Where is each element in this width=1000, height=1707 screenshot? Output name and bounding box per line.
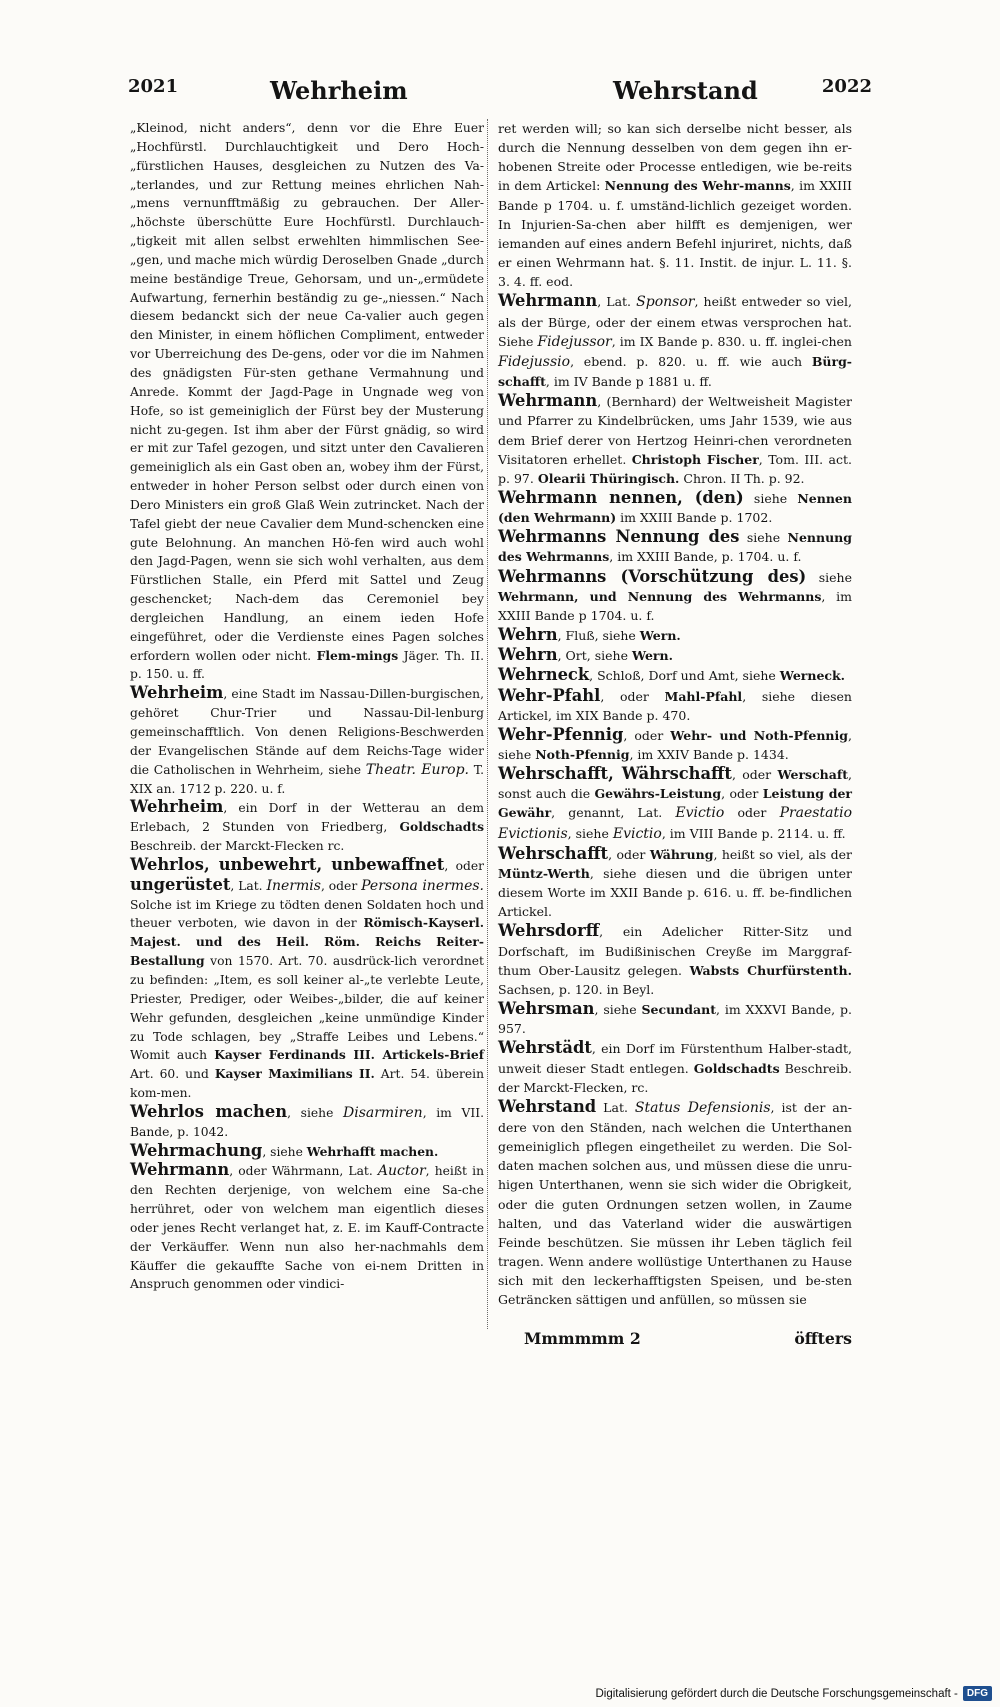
entry-headword: Wehrheim xyxy=(130,683,224,703)
cross-reference: Wehrmann, und Nennung des Wehrmanns xyxy=(498,588,822,604)
entry-text: Jäger. Th. II. p. 150. u. ff. xyxy=(130,648,484,682)
dictionary-entry xyxy=(498,999,852,1038)
latin-term: Auctor xyxy=(377,1163,426,1180)
entry-headword: Wehrlos machen xyxy=(130,1101,288,1121)
cross-reference: Währung xyxy=(649,846,714,862)
entry-text: , siehe xyxy=(594,1002,642,1018)
cross-reference: Goldschadts xyxy=(693,1060,780,1076)
entry-headword: Wehrmann xyxy=(130,1160,230,1180)
entry-text: Art. 60. und xyxy=(130,1067,215,1082)
entry-text: , im XXIII Bande, p. 1704. u. f. xyxy=(609,549,802,565)
latin-term: Sponsor xyxy=(636,294,695,311)
headword-right: Wehrstand xyxy=(613,76,758,105)
latin-term: Status Defensionis xyxy=(634,1099,771,1116)
dictionary-entry xyxy=(498,725,852,764)
entry-text: , oder xyxy=(731,767,778,783)
page-number-right: 2022 xyxy=(821,76,872,97)
cross-reference: Bürg-schafft xyxy=(498,353,852,390)
entry-text: , Fluß, siehe xyxy=(557,628,640,644)
entry-text: , oder Währmann, Lat. xyxy=(229,1164,378,1179)
running-header xyxy=(128,76,872,106)
entry-text: , ein Dorf in der Wetterau an dem Erlebach, 2 Stunden von Friedberg, xyxy=(130,801,484,835)
entry-headword: Wehrsdorff xyxy=(498,921,600,941)
cross-reference: Noth-Pfennig xyxy=(535,747,630,762)
cross-reference: Gewährs-Leistung xyxy=(594,786,722,802)
entry-text: Solche ist im Kriege zu tödten denen Soldaten hoch und theuer verboten, wie davon in der xyxy=(130,897,484,931)
cross-reference: Müntz-Werth xyxy=(498,865,590,881)
catchword: öffters xyxy=(794,1329,852,1348)
entry-text: , Tom. III. act. p. 97. xyxy=(498,451,852,486)
column-divider xyxy=(487,119,488,1329)
entry-headword: Wehrmachung xyxy=(130,1140,263,1160)
entry-text: , siehe xyxy=(262,1144,307,1159)
cross-reference: Werneck. xyxy=(779,668,846,684)
entry-headword: Wehrschafft, Währschafft xyxy=(498,764,732,784)
entry-text: , siehe xyxy=(498,727,852,762)
entry-headword: Wehrn xyxy=(498,645,558,665)
dictionary-entry xyxy=(498,686,852,725)
dictionary-entry xyxy=(498,1038,852,1096)
entry-text: Chron. II Th. p. 92. xyxy=(679,470,805,486)
entry-text: , im VIII Bande p. 2114. u. ff. xyxy=(661,825,846,841)
cross-reference: Nennung des Wehr-manns xyxy=(604,178,791,194)
entry-headword: Wehrneck xyxy=(498,665,590,685)
entry-text: , Lat. xyxy=(230,878,267,893)
entry-headword: Wehrmann xyxy=(498,391,598,411)
latin-term: Persona inermes. xyxy=(361,877,484,894)
dictionary-entry xyxy=(130,119,484,684)
digitization-credit xyxy=(595,1686,992,1701)
entry-text: , heißt entweder so viel, als der Bürge, oder der einem etwas versprochen hat. Siehe xyxy=(498,294,853,349)
cross-reference: Wabsts Churfürstenth. xyxy=(689,962,852,978)
cross-reference: Goldschadts xyxy=(399,819,484,835)
entry-text: , Ort, siehe xyxy=(557,648,632,664)
cross-reference: Wehr- und Noth-Pfennig xyxy=(670,727,848,743)
dictionary-entry xyxy=(498,625,852,645)
cross-reference: Wern. xyxy=(631,648,673,664)
cross-reference: Secundant xyxy=(641,1002,716,1018)
entry-text: , oder xyxy=(721,786,763,802)
entry-text: Beschreib. der Marckt-Flecken rc. xyxy=(130,839,345,854)
dictionary-entry xyxy=(498,567,852,625)
dictionary-entry xyxy=(130,856,484,1103)
left-column xyxy=(130,119,484,1294)
signature-mark: Mmmmmm 2 xyxy=(524,1329,641,1348)
latin-term: Fidejussor xyxy=(537,333,612,350)
cross-reference: Flem-mings xyxy=(316,647,399,663)
entry-headword: Wehrschafft xyxy=(498,843,609,863)
entry-text: , eine Stadt im Nassau-Dillen-burgischen, gehöret Chur-Trier und Nassau-Dil-lenburg gemeinschafftlich. Von denen Religions-Beschwerden der Evangelischen Stände auf dem Reichs-Tage wider die Catholischen in Wehrheim, siehe xyxy=(130,687,484,777)
entry-text: oder xyxy=(724,805,780,821)
entry-text: , im IV Bande p 1881 u. ff. xyxy=(545,374,712,390)
entry-text: T. XIX an. 1712 p. 220. u. f. xyxy=(130,762,485,796)
latin-term: Evictio xyxy=(612,825,662,842)
entry-text: , oder xyxy=(444,858,485,873)
credit-text: Digitalisierung gefördert durch die Deutsche Forschungsgemeinschaft - xyxy=(595,1687,958,1700)
dictionary-entry xyxy=(130,684,484,798)
entry-headword: Wehrsman xyxy=(498,999,595,1019)
entry-text: „Kleinod, nicht anders“, denn vor die Ehre Euer „Hochfürstl. Durchlauchtigkeit und Dero Hoch-„fürstlichen Hauses, desgleichen zu Nutzen des Va-„terlandes, und zur Rettung meines ehrlichen Nah-„mens vernunfftmäßig zu gebrauchen. Der Aller-„höchste überschütte Eure Hochfürstl. Durchlauch-„tigkeit mit allen selbst erwehlten himmlischen See-„gen, und mache mich würdig Deroselben Gnade „durch meine beständige Treue, Gehorsam, und un-„ermüdete Aufwartung, fernerhin beständig zu ge-„niessen.“ Nach diesem bedanckt sich der neue Ca-valier auch gegen den Minister, in einem höflichen Compliment, entweder vor Uberreichung des De-gens, oder vor die im Nahmen des gnädigsten Für-sten gethane Vermahnung und Anrede. Kommt der Jagd-Page in Ungnade weg von Hofe, so ist gemeiniglich der Fürst bey der Musterung nicht zu-gegen. Ist ihm aber der Fürst gnädig, so wird er mit zur Tafel gezogen, und sitzt unter den Cavalieren gemeiniglich als ein Gast oben an, wobey ihm der Fürst, entweder in hoher Person selbst oder durch einen von Dero Ministers ein groß Glaß Wein zutrincket. Nach der Tafel giebt der neue Cavalier dem Mund-schencken eine gute Belohnung. An manchen Hö-fen wird auch wohl den Jagd-Pagen, wenn sie sich wohl verhalten, aus dem Fürstlichen Stalle, ein Pferd mit Sattel und Zeug geschencket; Nach-dem das Ceremoniel bey dergleichen Handlung, an einem ieden Hofe eingeführet, oder die Verdienste eines Pagen solches erfordern wollen oder nicht. xyxy=(130,121,484,663)
entry-text: , sonst auch die xyxy=(498,767,852,802)
entry-text: , siehe xyxy=(567,825,613,841)
entry-text: , ein Adelicher Ritter-Sitz und Dorfschaft, im Budißinischen Creyße im Marggraf-thum Ober-Lausitz gelegen. xyxy=(498,924,852,978)
entry-headword: ungerüstet xyxy=(130,874,231,894)
entry-text: , Schloß, Dorf und Amt, siehe xyxy=(589,668,780,684)
entry-text: , (Bernhard) der Weltweisheit Magister und Pfarrer zu Kindelbrücken, ums Jahr 1539, wie aus dem Brief derer von Hertzog Heinri-chen verordneten Visitatoren erhellet. xyxy=(498,394,852,467)
latin-term: Praestatio Evictionis xyxy=(498,805,852,842)
latin-term: Fidejussio xyxy=(498,353,571,370)
entry-headword: Wehrn xyxy=(498,625,558,645)
entry-text: Lat. xyxy=(596,1099,635,1115)
entry-headword: Wehr-Pfennig xyxy=(498,724,624,744)
entry-text: , ein Dorf im Fürstenthum Halber-stadt, unweit dieser Stadt entlegen. xyxy=(498,1041,852,1076)
dictionary-entry xyxy=(498,764,852,844)
entry-headword: Wehr-Pfahl xyxy=(498,685,601,705)
cross-reference: Römisch-Kayserl. Majest. und des Heil. Röm. Reichs Reiter-Bestallung xyxy=(130,915,484,969)
entry-headword: Wehrmann xyxy=(498,291,598,311)
dictionary-entry xyxy=(498,645,852,665)
entry-text: , im VII. Bande, p. 1042. xyxy=(130,1105,484,1139)
page-number-left: 2021 xyxy=(128,76,179,97)
entry-headword: Wehrstand xyxy=(498,1096,597,1116)
entry-text: , im XXIII Bande p 1704. u. f. xyxy=(498,588,852,623)
dictionary-entry xyxy=(498,119,852,291)
cross-reference: Nennen (den Wehrmann) xyxy=(498,490,852,526)
entry-text: Sachsen, p. 120. in Beyl. xyxy=(498,981,655,997)
entry-text: siehe xyxy=(739,530,788,546)
entry-text: siehe xyxy=(743,490,798,506)
entry-text: , siehe xyxy=(287,1105,343,1120)
cross-reference: Wehrhafft machen. xyxy=(306,1143,439,1159)
latin-term: Disarmiren xyxy=(343,1104,423,1121)
entry-text: von 1570. Art. 70. ausdrück-lich verordnet zu befinden: „Item, es soll keiner al-„te verlebte Leute, Priester, Prediger, oder Weibes-„bilder, die auf keiner Wehr gefunden, desgleichen „keine unmündige Kinder zu Tode schlagen, bey „Straffe Leibes und Lebens.“ Womit auch xyxy=(130,954,484,1063)
dictionary-entry xyxy=(498,921,852,999)
dictionary-entry xyxy=(498,391,852,488)
cross-reference: Nennung des Wehrmanns xyxy=(498,530,852,565)
headword-left: Wehrheim xyxy=(270,76,408,105)
right-column xyxy=(498,119,852,1310)
entry-text: , ist der an-dere von den Ständen, nach welchen die Unterthanen gemeiniglich pflegen eingetheilet zu werden. Die Sol-daten machen solchen aus, und müssen diese die unru-higen Unterthanen, wenn sie sich wider die Obrigkeit, oder die guten Ordnungen setzen wollen, in Zaume halten, und das Vaterland wider die auswärtigen Feinde beschützen. Sie müssen ihr Leben täglich feil tragen. Wenn andere wollüstige Unterthanen zu Hause sich mit den leckerhafftigsten Speisen, und be-sten Geträncken sättigen und anfüllen, so müssen sie xyxy=(498,1099,853,1308)
cross-reference: Mahl-Pfahl xyxy=(664,688,743,704)
dictionary-entry xyxy=(498,527,852,566)
entry-headword: Wehrheim xyxy=(130,797,224,817)
entry-text: , oder xyxy=(623,727,671,743)
cross-reference: Kayser Maximilians II. xyxy=(214,1066,375,1082)
dictionary-entry xyxy=(498,665,852,685)
latin-term: Evictio xyxy=(675,805,725,822)
entry-headword: Wehrmann nennen, (den) xyxy=(498,487,744,507)
entry-text: Beschreib. der Marckt-Flecken, rc. xyxy=(498,1060,852,1095)
dictionary-entry xyxy=(498,291,852,391)
cross-reference: Werschaft xyxy=(777,767,849,783)
dictionary-entry xyxy=(130,798,484,856)
entry-text: , siehe diesen Artickel, im XIX Bande p. 470. xyxy=(498,688,852,723)
cross-reference: Olearii Thüringisch. xyxy=(537,470,680,486)
entry-text: , ebend. p. 820. u. ff. wie auch xyxy=(570,353,812,369)
entry-text: , siehe diesen und die übrigen unter diesem Worte im XXII Bande p. 616. u. ff. be-findlichen Artickel. xyxy=(498,865,852,920)
entry-text: , heißt so viel, als der xyxy=(713,846,852,862)
dictionary-entry xyxy=(498,1097,852,1310)
cross-reference: Christoph Fischer xyxy=(631,451,759,467)
entry-headword: Wehrstädt xyxy=(498,1038,592,1058)
latin-term: Theatr. Europ. xyxy=(365,761,469,778)
entry-headword: Wehrmanns (Vorschützung des) xyxy=(498,566,807,586)
dictionary-entry xyxy=(130,1142,484,1162)
entry-text: , im XXXVI Bande, p. 957. xyxy=(498,1002,852,1037)
latin-term: Inermis xyxy=(266,877,321,894)
cross-reference: Kayser Ferdinands III. Artickels-Brief xyxy=(214,1047,484,1063)
entry-text: ret werden will; so kan sich derselbe nicht besser, als durch die Nennung desselben von dem gegen ihn er-hobenen Streite oder Processe entledigen, wie be-reits in dem Artickel: xyxy=(498,121,852,194)
entry-text: , im IX Bande p. 830. u. ff. inglei-chen xyxy=(611,333,852,349)
entry-text: , oder xyxy=(608,846,650,862)
entry-text: , oder xyxy=(600,688,665,704)
entry-headword: Wehrmanns Nennung des xyxy=(498,527,740,547)
entry-text: siehe xyxy=(806,569,853,585)
dictionary-entry xyxy=(498,488,852,527)
entry-text: , Lat. xyxy=(597,294,637,310)
dfg-logo: DFG xyxy=(963,1686,992,1701)
entry-text: , heißt in den Rechten derjenige, von welchem eine Sa-che herrühret, oder von welchem man eigentlich dieses oder jenes Recht verlanget hat, z. E. im Kauff-Contracte der Verkäuffer. Wenn nun also her-nachmahls dem Käuffer die gekauffte Sache von ei-nem Dritten in Anspruch genommen oder vindici- xyxy=(130,1164,484,1292)
dictionary-entry xyxy=(130,1161,484,1294)
dictionary-entry xyxy=(130,1103,484,1142)
entry-text: , genannt, Lat. xyxy=(551,805,676,821)
dictionary-entry xyxy=(498,844,852,922)
entry-headword: Wehrlos, unbewehrt, unbewaffnet xyxy=(130,854,445,874)
entry-text: , oder xyxy=(320,878,362,893)
cross-reference: Leistung der Gewähr xyxy=(498,786,852,821)
entry-text: im XXIII Bande p. 1702. xyxy=(616,510,773,526)
entry-text: , im XXIV Bande p. 1434. xyxy=(629,747,789,762)
entry-text: Art. 54. überein kom-men. xyxy=(130,1067,484,1101)
cross-reference: Wern. xyxy=(639,628,681,644)
entry-text: , im XXIII Bande p 1704. u. f. umständ-lichlich gezeiget worden. In Injurien-Sa-chen aber hilfft es demjenigen, wer iemanden auf eines andern Befehl injuriret, nichts, daß er einen Wehrmann hat. §. 11. Instit. de injur. L. 11. §. 3. 4. ff. eod. xyxy=(498,178,852,290)
